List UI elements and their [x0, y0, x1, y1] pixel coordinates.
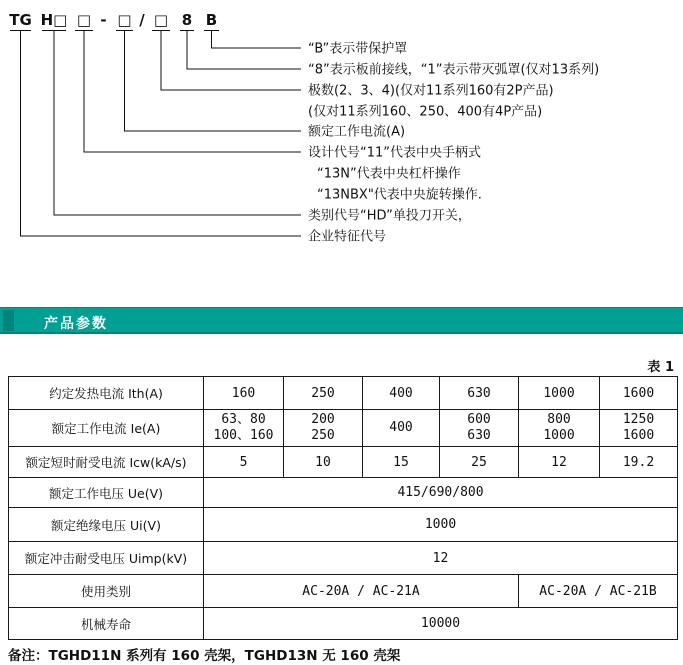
model-label-design-code: 设计代号“11”代表中央手柄式	[308, 145, 482, 161]
model-label-design-13n: “13N”代表中央杠杆操作	[317, 166, 461, 182]
row-label: 额定工作电压 Ue(V)	[9, 478, 204, 508]
table-row-ie	[9, 410, 678, 447]
table-row-ue	[9, 478, 678, 508]
value-line: 1000	[543, 428, 575, 443]
value-cell: 1600	[600, 377, 678, 410]
row-label: 额定绝缘电压 Ui(V)	[9, 508, 204, 542]
model-symbol-b: B	[205, 11, 218, 29]
value-line: 63、80	[221, 412, 266, 427]
value-cell: 19.2	[600, 447, 678, 478]
model-label-enterprise-code: 企业特征代号	[308, 229, 387, 245]
value-cell	[284, 410, 363, 447]
model-label-design-13nbx: “13NBX"代表中央旋转操作.	[317, 187, 482, 203]
model-symbol-8: 8	[181, 11, 193, 29]
section-header	[0, 307, 683, 334]
model-symbol-box4: □	[117, 11, 132, 29]
row-label: 机械寿命	[9, 608, 204, 640]
value-cell: 10000	[204, 608, 678, 640]
table-row-icw	[9, 447, 678, 478]
model-label-protective-cover: “B”表示带保护罩	[308, 41, 408, 57]
value-cell: 15	[363, 447, 440, 478]
value-cell: 10	[284, 447, 363, 478]
params-table	[8, 376, 678, 640]
row-label: 额定短时耐受电流 Icw(kA/s)	[9, 447, 204, 478]
value-cell: 1000	[204, 508, 678, 542]
row-label: 使用类别	[9, 575, 204, 608]
model-label-rated-current: 额定工作电流(A)	[308, 124, 406, 140]
value-cell: 12	[519, 447, 600, 478]
value-cell	[519, 410, 600, 447]
footnote: 备注：TGHD11N 系列有 160 壳架，TGHD13N 无 160 壳架	[8, 648, 401, 664]
model-symbol-dash: -	[100, 11, 107, 29]
value-line: 1600	[622, 428, 655, 443]
value-cell	[440, 410, 519, 447]
value-cell: 400	[363, 377, 440, 410]
value-cell: 250	[284, 377, 363, 410]
value-line: 200	[311, 412, 335, 427]
model-symbol-box3: □	[76, 11, 92, 29]
model-symbol-box5: □	[153, 11, 169, 29]
value-cell: 25	[440, 447, 519, 478]
model-symbol-slash: /	[139, 11, 145, 29]
value-line: 800	[547, 412, 571, 427]
value-line: 100、160	[213, 428, 274, 443]
model-label-wiring: “8”表示板前接线，“1”表示带灭弧罩(仅对13系列)	[308, 62, 600, 78]
model-symbol-tg: TG	[9, 11, 32, 29]
row-label: 额定冲击耐受电压 Uimp(kV)	[9, 542, 204, 575]
table-row-ith	[9, 377, 678, 410]
value-line: 250	[311, 428, 335, 443]
header-accent-square	[3, 310, 14, 331]
value-line: 1250	[622, 412, 655, 427]
model-designation-diagram	[0, 0, 683, 260]
value-line: 600	[467, 412, 491, 427]
value-cell: 12	[204, 542, 678, 575]
value-cell: AC-20A / AC-21A	[204, 575, 519, 608]
section-title: 产品参数	[44, 316, 108, 332]
value-line: 630	[467, 428, 491, 443]
value-cell: 630	[440, 377, 519, 410]
row-label: 额定工作电流 Ie(A)	[9, 410, 204, 447]
model-symbol-h-box: H□	[40, 11, 68, 29]
value-cell: AC-20A / AC-21B	[519, 575, 678, 608]
table-row-uimp	[9, 542, 678, 575]
value-cell	[600, 410, 678, 447]
value-cell: 415/690/800	[204, 478, 678, 508]
table-row-ui	[9, 508, 678, 542]
model-label-poles-cont: (仅对11系列160、250、400有4P产品)	[308, 104, 543, 120]
value-line: 400	[389, 420, 413, 435]
leader-lines	[21, 31, 302, 237]
value-cell	[204, 410, 284, 447]
table-caption: 表 1	[647, 360, 674, 375]
value-cell: 160	[204, 377, 284, 410]
table-row-mechanical-life	[9, 608, 678, 640]
model-label-category-code: 类别代号“HD”单投刀开关，	[308, 208, 471, 224]
value-cell: 1000	[519, 377, 600, 410]
value-cell: 5	[204, 447, 284, 478]
table-row-utilization-category	[9, 575, 678, 608]
row-label: 约定发热电流 Ith(A)	[9, 377, 204, 410]
model-label-poles: 极数(2、3、4)(仅对11系列160有2P产品)	[308, 83, 554, 99]
value-cell	[363, 410, 440, 447]
